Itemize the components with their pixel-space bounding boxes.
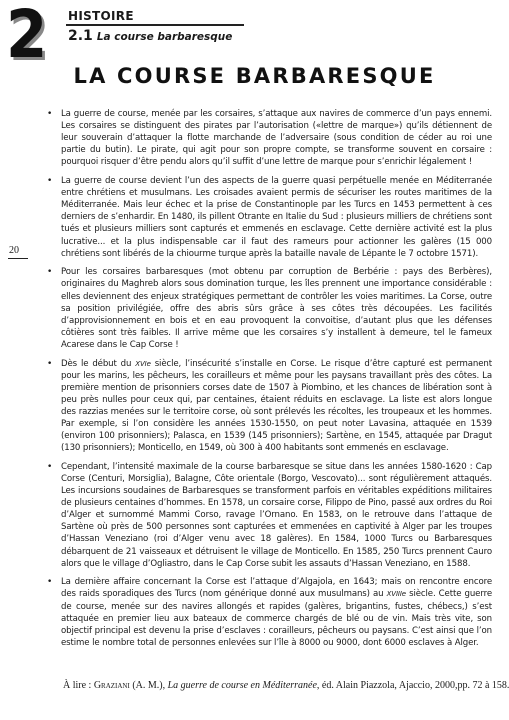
reference-initials: (A. M.), — [129, 680, 168, 691]
chapter-number: 2 — [6, 0, 48, 73]
paragraph — [46, 175, 492, 260]
bullet-icon: • — [47, 109, 53, 119]
subsection-title: La course barbaresque — [96, 31, 233, 43]
reference-prefix: À lire : — [63, 680, 94, 691]
paragraph-text: siècle, l’insécurité s’installe en Corse. Le risque d’être capturé est permanent pour les marins, les pêcheurs, les corailleurs et même pour les paysans travaillant près des côtes. La première mention de prisonniers corses date de 1507 à Piombino, et les chances de libération sont à peu près nulles pour ceux qui, par centaines, étaient réduits en esclavage. La liste est alors longue des razzias menées sur le territoire corse, où sont prélevés les récoltes, les troupeaux et les hommes. Par exemple, si l’on considère les années 1530-1550, on peut noter Lavasina, attaquée en 1539 (environ 100 prisonniers); Palasca, en 1539 (145 prisonniers); Sartène, en 1545, attaquée par Dragut (130 prisonniers); Monticello, en 1549, où 300 à 400 habitants sont emmenés en esclavage. — [61, 358, 492, 454]
page-number-rule — [8, 258, 28, 259]
reference-title: La guerre de course en Méditerranée — [167, 680, 317, 691]
reference-author: Graziani — [93, 680, 130, 691]
paragraph-text-start: La dernière affaire concernant la Corse est l’attaque d’Algajola, en 1643; mais on rencontre encore des raids sporadiques des Turcs (nom générique donné aux musulmans) au — [61, 577, 492, 600]
page-title: LA COURSE BARBARESQUE — [73, 64, 436, 88]
reference-details: , éd. Alain Piazzola, Ajaccio, 2000,pp. 72 à 158. — [316, 680, 509, 691]
century-numeral: XVIIIe — [386, 590, 406, 599]
paragraph-text: siècle. Cette guerre de course, menée sur des navires allongés et rapides (galères, brigantins, fustes, chébecs,) s’est attaquée en premier lieu aux bateaux de commerce chargés de blé ou de vin. Mais très vite, son objectif principal est devenu la prise d’esclaves : corailleurs, pêcheurs ou paysans. C’est ainsi que l’on estime le nombre total de personnes enlevées sur l’île à 8000 ou 9000, dont 6000 esclaves à Alger. — [61, 589, 492, 648]
article-body — [46, 108, 492, 656]
paragraph — [46, 108, 492, 168]
bullet-icon: • — [47, 176, 53, 187]
header-rule — [66, 24, 244, 26]
paragraph — [46, 461, 492, 570]
paragraph-text: La guerre de course, menée par les corsaires, s’attaque aux navires de commerce d’un pays ennemi. Les corsaires se distinguent des pirates par l’autorisation («lettre de marque») qu’ils détiennent de leur souverain d’attaquer la flotte marchande de l’adversaire (sous condition de céder au roi une partie du butin). Le pirate, qui agit pour son propre compte, se transforme souvent en corsaire : pourquoi risquer d’être pendu alors qu’il suffit d’une lettre de marque pour s’enrichir légalement ! — [61, 109, 492, 168]
paragraph-text: Pour les corsaires barbaresques (mot obtenu par corruption de Berbérie : pays des Berbères), originaires du Maghreb alors sous domination turque, les îles prennent une importance considérable : elles deviennent des enjeux stratégiques permettant de contrôler les voies maritimes. La Corse, outre sa position privilégiée, offre des abris sûrs grâce à ses côtes très découpées. Les facilités d’approvisionnement en bois et en eau provoquent la convoitise, d’autant plus que les défenses côtières sont très faibles. Il arrive même que les corsaires s’y installent à demeure, tel le fameux Acarese dans le Cap Corse ! — [61, 267, 492, 350]
paragraph — [46, 266, 492, 351]
bullet-icon: • — [47, 358, 53, 369]
paragraph — [46, 576, 492, 649]
paragraph-text: La guerre de course devient l’un des aspects de la guerre quasi perpétuelle menée en Méditerranée entre chrétiens et musulmans. Les croisades avaient permis de sécuriser les routes maritimes de la Méditerranée. Mais leur échec et la prise de Constantinople par les Turcs en 1453 permettent à ces derniers de s’enhardir. En 1480, ils pillent Otrante en Italie du Sud : plusieurs milliers de chrétiens sont tués et plusieurs milliers sont capturés et emmenés en esclavage. Cette dernière activité est la plus lucrative... et la plus indispensable car il faut des rameurs pour actionner les galères (15 000 chrétiens sont libérés de la chiourme turque après la bataille navale de Lépante le 7 octobre 1571). — [61, 176, 492, 259]
reading-reference — [63, 679, 509, 692]
subsection-heading — [68, 28, 232, 44]
paragraph-text-start: Dès le début du — [61, 358, 136, 369]
page-number: 20 — [9, 245, 19, 256]
paragraph — [46, 358, 492, 455]
bullet-icon: • — [47, 577, 53, 588]
paragraph-text: Cependant, l’intensité maximale de la course barbaresque se situe dans les années 1580-1620 : Cap Corse (Centuri, Morsiglia), Balagne, Côte orientale (Borgo, Vescovato)... sont régulièrement attaqués. Les incursions soudaines de Barbaresques se transforment parfois en véritables expéditions militaires de plusieurs centaines d’hommes. En 1578, un corsaire corse, Filippo de Pino, passé aux ordres du Roi d’Alger et surnommé Mammi Corso, ravage l’Ornano. En 1583, on le retrouve dans l’attaque de Sartène où près de 500 personnes sont capturées et emmenées en captivité à Alger par les troupes d’Hassan Veneziano (roi d’Alger venu avec 18 galères). En 1584, 1000 Turcs ou Barbaresques débarquent de 21 vaisseaux et détruisent le village de Monticello. En 1585, 250 Turcs prennent Cauro alors que le village d’Ogliastro, dans le Cap Corse subit les assauts d’Hassan Veneziano, en 1588. — [61, 461, 492, 569]
section-label: HISTOIRE — [68, 9, 134, 23]
century-numeral: XVIe — [135, 359, 151, 368]
bullet-icon: • — [47, 267, 53, 278]
subsection-number: 2.1 — [68, 28, 93, 44]
bullet-icon: • — [47, 461, 53, 472]
